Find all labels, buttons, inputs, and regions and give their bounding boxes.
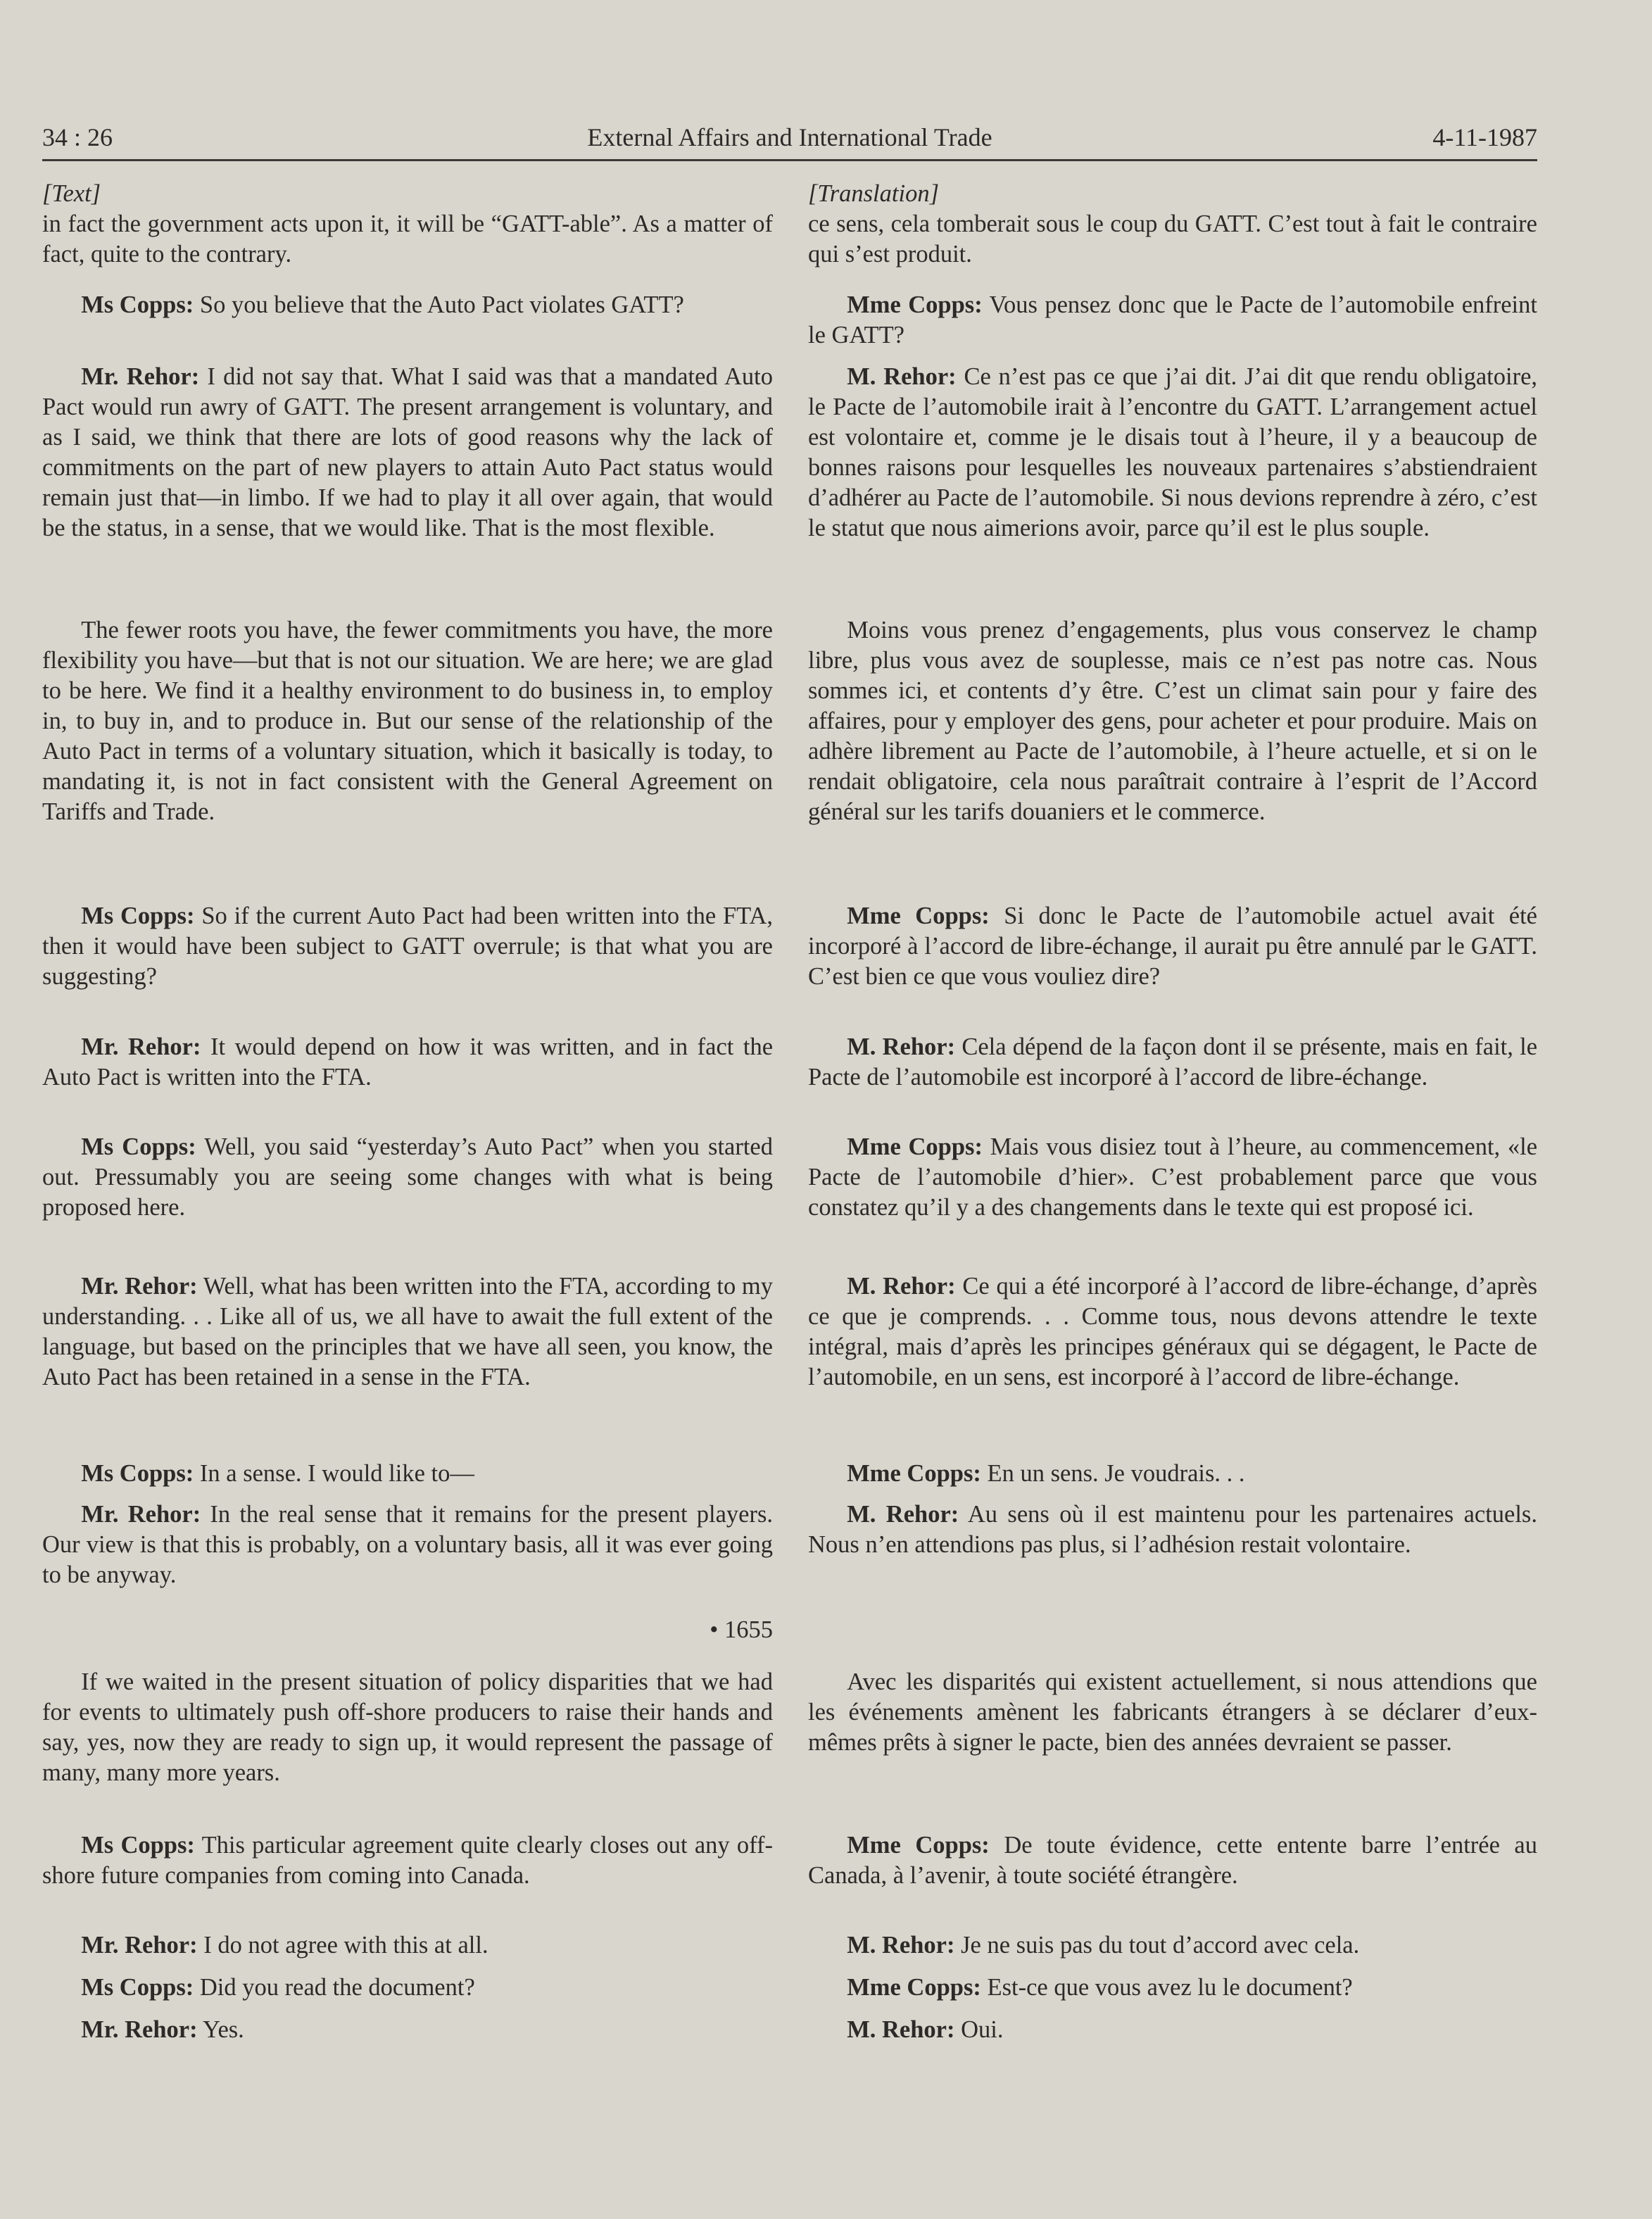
speech-block: Mr. Rehor: I do not agree with this at all. — [81, 1932, 488, 1959]
speech-block: Ms Copps: Well, you said “yesterday’s Auto Pact” when you started out. Pressumably you are seeing some changes with what is being proposed here. — [42, 1133, 773, 1221]
speech-block: Mme Copps: Est-ce que vous avez lu le document? — [847, 1974, 1353, 2001]
speech-block: Ms Copps: This particular agreement quite clearly closes out any off-shore future companies from coming into Canada. — [42, 1832, 773, 1889]
speech-block: Mme Copps: Mais vous disiez tout à l’heure, au commencement, «le Pacte de l’automobile d’hier». C’est probablement parce que vous constatez qu’il y a des changements dans le texte qui est proposé ici. — [808, 1133, 1538, 1221]
speech-block: M. Rehor: Au sens où il est maintenu pour les partenaires actuels. Nous n’en attendions pas plus, si l’adhésion restait volontaire. — [808, 1501, 1537, 1558]
speech-block: Mr. Rehor: In the real sense that it remains for the present players. Our view is that this is probably, on a voluntary basis, all it was ever going to be anyway. — [42, 1501, 773, 1588]
page-number: 34 : 26 — [42, 123, 113, 151]
speaker-label: Mr. Rehor: — [81, 2016, 198, 2043]
text-marker: [Text] — [42, 180, 101, 207]
paragraph: Avec les disparités qui existent actuellement, si nous attendions que les événements amènent les fabricants étrangers à se déclarer d’eux-mêmes prêts à signer le pacte, bien des années devraient se passer. — [808, 1668, 1537, 1756]
speech-block: M. Rehor: Oui. — [847, 2016, 1004, 2043]
speech-block: Mr. Rehor: It would depend on how it was written, and in fact the Auto Pact is written into the FTA. — [42, 1033, 774, 1090]
speaker-label: Ms Copps: — [81, 1133, 196, 1160]
speaker-label: Mr. Rehor: — [81, 1033, 201, 1060]
speech-block: Ms Copps: Did you read the document? — [81, 1974, 475, 2001]
speech-block: Mr. Rehor: Well, what has been written into the FTA, according to my understanding. . . Like all of us, we all have to await the full extent of the language, but based on the principles that we have all seen, you know, the Auto Pact has been retained in a sense in the FTA. — [42, 1273, 773, 1390]
speech-block: M. Rehor: Ce n’est pas ce que j’ai dit. J’ai dit que rendu obligatoire, le Pacte de l’automobile irait à l’encontre du GATT. L’arrangement actuel est volontaire et, comme je le disais tout à l’heure, il y a beaucoup de bonnes raisons pour lesquelles les nouveaux partenaires s’abstiendraient d’adhérer au Pacte de l’automobile. Si nous devions reprendre à zéro, c’est le statut que nous aimerions avoir, parce qu’il est le plus souple. — [808, 363, 1538, 541]
speaker-label: Ms Copps: — [81, 903, 195, 929]
speaker-label: Mme Copps: — [847, 1832, 990, 1859]
speaker-label: Ms Copps: — [81, 1460, 194, 1487]
speaker-label: Mme Copps: — [847, 1974, 981, 2001]
speaker-label: M. Rehor: — [847, 1273, 956, 1300]
speech-block: Ms Copps: In a sense. I would like to— — [81, 1460, 474, 1487]
speech-block: Mme Copps: Vous pensez donc que le Pacte de l’automobile enfreint le GATT? — [808, 291, 1537, 348]
speaker-label: Mme Copps: — [847, 1133, 983, 1160]
speaker-label: Ms Copps: — [81, 1974, 194, 2001]
paragraph: in fact the government acts upon it, it will be “GATT-able”. As a matter of fact, quite to the contrary. — [42, 210, 773, 268]
speaker-label: M. Rehor: — [847, 1033, 956, 1060]
speaker-label: Mr. Rehor: — [81, 363, 200, 390]
speech-block: Mme Copps: En un sens. Je voudrais. . . — [847, 1460, 1245, 1487]
paragraph: ce sens, cela tomberait sous le coup du GATT. C’est tout à fait le contraire qui s’est produit. — [808, 210, 1537, 268]
speaker-label: Ms Copps: — [81, 291, 194, 318]
speech-block: M. Rehor: Ce qui a été incorporé à l’accord de libre-échange, d’après ce que je comprends. . . Comme tous, nous devons attendre le texte intégral, mais d’après les principes généraux qui se dégagent, le Pacte de l’automobile, en un sens, est incorporé à l’accord de libre-échange. — [808, 1273, 1538, 1390]
speaker-label: M. Rehor: — [847, 363, 957, 390]
speech-block: Mr. Rehor: I did not say that. What I said was that a mandated Auto Pact would run awry of GATT. The present arrangement is voluntary, and as I said, we think that there are lots of good reasons why the lack of commitments on the part of new players to attain Auto Pact status would remain just that—in limbo. If we had to play it all over again, that would be the status, in a sense, that we would like. That is the most flexible. — [42, 363, 774, 541]
speaker-label: M. Rehor: — [847, 1501, 959, 1528]
speech-block: Ms Copps: So you believe that the Auto Pact violates GATT? — [81, 291, 684, 318]
speaker-label: Mme Copps: — [847, 903, 990, 929]
speaker-label: Mme Copps: — [847, 1460, 981, 1487]
speaker-label: Mr. Rehor: — [81, 1932, 198, 1959]
speech-block: M. Rehor: Je ne suis pas du tout d’accord avec cela. — [847, 1932, 1360, 1959]
running-title: External Affairs and International Trade — [587, 123, 992, 151]
paragraph: Moins vous prenez d’engagements, plus vous conservez le champ libre, plus vous avez de souplesse, mais ce n’est pas notre cas. Nous sommes ici, et contents d’y être. C’est un climat sain pour y faire des affaires, pour y employer des gens, pour acheter et pour produire. Mais on adhère librement au Pacte de l’automobile, à l’heure actuelle, et si on le rendait obligatoire, cela nous paraîtrait contraire à l’esprit de l’Accord général sur les tarifs douaniers et le commerce. — [808, 617, 1537, 825]
paragraph: The fewer roots you have, the fewer commitments you have, the more flexibility you have—but that is not our situation. We are here; we are glad to be here. We find it a healthy environment to do business in, to employ in, to buy in, and to produce in. But our sense of the relationship of the Auto Pact in terms of a voluntary situation, which it basically is today, to mandating it, is not in fact consistent with the General Agreement on Tariffs and Trade. — [42, 617, 773, 825]
speech-block: Mme Copps: Si donc le Pacte de l’automobile actuel avait été incorporé à l’accord de libre-échange, il aurait pu être annulé par le GATT. C’est bien ce que vous vouliez dire? — [808, 903, 1537, 990]
time-marker: • 1655 — [710, 1616, 773, 1643]
speaker-label: Mr. Rehor: — [81, 1501, 201, 1528]
header-date: 4-11-1987 — [1432, 123, 1537, 151]
speech-block: Mr. Rehor: Yes. — [81, 2016, 244, 2043]
speaker-label: Ms Copps: — [81, 1832, 195, 1859]
speaker-label: Mme Copps: — [847, 291, 983, 318]
paragraph: If we waited in the present situation of policy disparities that we had for events to ultimately push off-shore producers to raise their hands and say, yes, now they are ready to sign up, it would represent the passage of many, many more years. — [42, 1668, 773, 1786]
speaker-label: M. Rehor: — [847, 2016, 955, 2043]
speech-block: Mme Copps: De toute évidence, cette entente barre l’entrée au Canada, à l’avenir, à toute société étrangère. — [808, 1832, 1537, 1889]
speaker-label: M. Rehor: — [847, 1932, 955, 1959]
speaker-label: Mr. Rehor: — [81, 1273, 198, 1300]
speech-block: M. Rehor: Cela dépend de la façon dont il se présente, mais en fait, le Pacte de l’automobile est incorporé à l’accord de libre-échange. — [808, 1033, 1538, 1090]
page-header — [42, 118, 1537, 161]
translation-marker: [Translation] — [808, 180, 939, 207]
speech-block: Ms Copps: So if the current Auto Pact had been written into the FTA, then it would have been subject to GATT overrule; is that what you are suggesting? — [42, 903, 774, 990]
